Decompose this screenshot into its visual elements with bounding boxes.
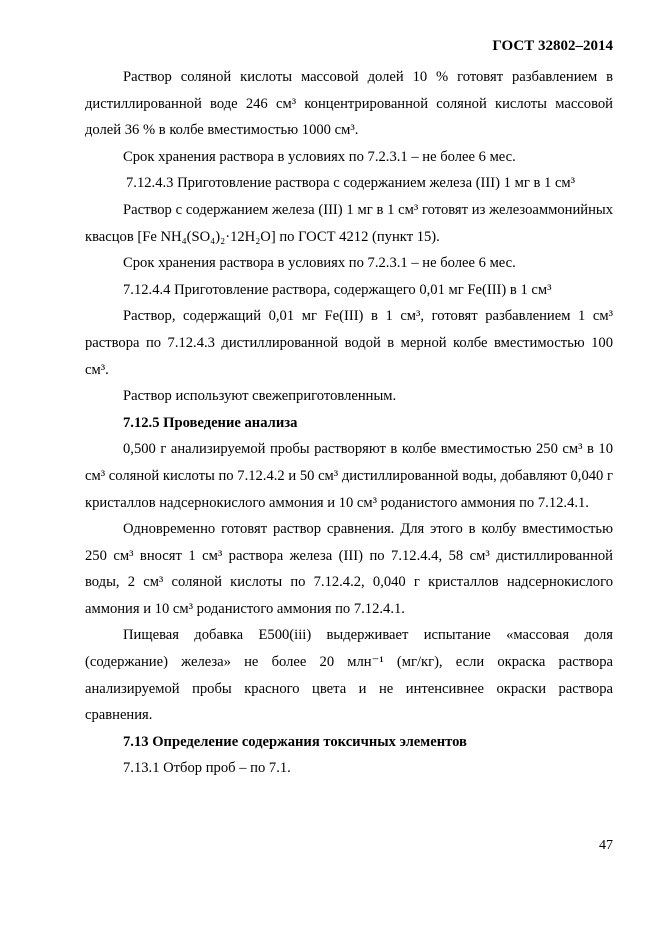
page-number: 47 [599,838,613,853]
paragraph-acceptance: Пищевая добавка E500(iii) выдерживает испытание «массовая доля (содержание) железа» не более 20 млн⁻¹ (мг/кг), если окраска раствора анализируемой пробы красного цвета и не интенсивнее окраски раствора сравнения. [85,627,613,724]
document-header-id: ГОСТ 32802–2014 [492,38,613,54]
paragraph-fresh-use: Раствор используют свежеприготовленным. [123,388,397,405]
paragraph-storage-1: Срок хранения раствора в условиях по 7.2.3.1 – не более 6 мес. [123,148,516,165]
heading-7-13: 7.13 Определение содержания токсичных элементов [123,733,467,750]
paragraph-7-13-1: 7.13.1 Отбор проб – по 7.1. [123,760,291,777]
paragraph-iron-solution: Раствор с содержанием железа (III) 1 мг в 1 см³ готовят из железоаммонийных квасцов [Fe NH₄(SO₄)₂·12H₂O] по ГОСТ 4212 (пункт 15). [85,201,613,245]
paragraph-dilution: Раствор, содержащий 0,01 мг Fe(III) в 1 см³, готовят разбавлением 1 см³ раствора по 7.12.4.3 дистиллированной водой в мерной колбе вместимостью 100 см³. [85,308,613,378]
paragraph-reference-solution: Одновременно готовят раствор сравнения. Для этого в колбу вместимостью 250 см³ вносят 1 см³ раствора железа (III) по 7.12.4.4, 58 см³ дистиллированной воды, 2 см³ соляной кислоты по 7.12.4.2, 0,040 г кристаллов надсернокислого аммония и 10 см³ роданистого аммония по 7.12.4.1. [85,521,613,617]
document-body [85,64,613,782]
paragraph-sample-dissolve: 0,500 г анализируемой пробы растворяют в колбе вместимостью 250 см³ в 10 см³ соляной кислоты по 7.12.4.2 и 50 см³ дистиллированной воды, добавляют 0,040 г кристаллов надсернокислого аммония и 10 см³ роданистого аммония по 7.12.4.1. [85,441,613,511]
subsection-7-12-4-3: 7.12.4.3 Приготовление раствора с содержанием железа (III) 1 мг в 1 см³ [126,175,576,192]
heading-7-12-5: 7.12.5 Проведение анализа [123,414,298,431]
paragraph-storage-2: Срок хранения раствора в условиях по 7.2.3.1 – не более 6 мес. [123,255,516,272]
paragraph-hcl-preparation: Раствор соляной кислоты массовой долей 10 % готовят разбавлением в дистиллированной воде 246 см³ концентрированной соляной кислоты массовой долей 36 % в колбе вместимостью 1000 см³. [85,69,613,139]
subsection-7-12-4-4: 7.12.4.4 Приготовление раствора, содержащего 0,01 мг Fe(III) в 1 см³ [123,281,552,298]
